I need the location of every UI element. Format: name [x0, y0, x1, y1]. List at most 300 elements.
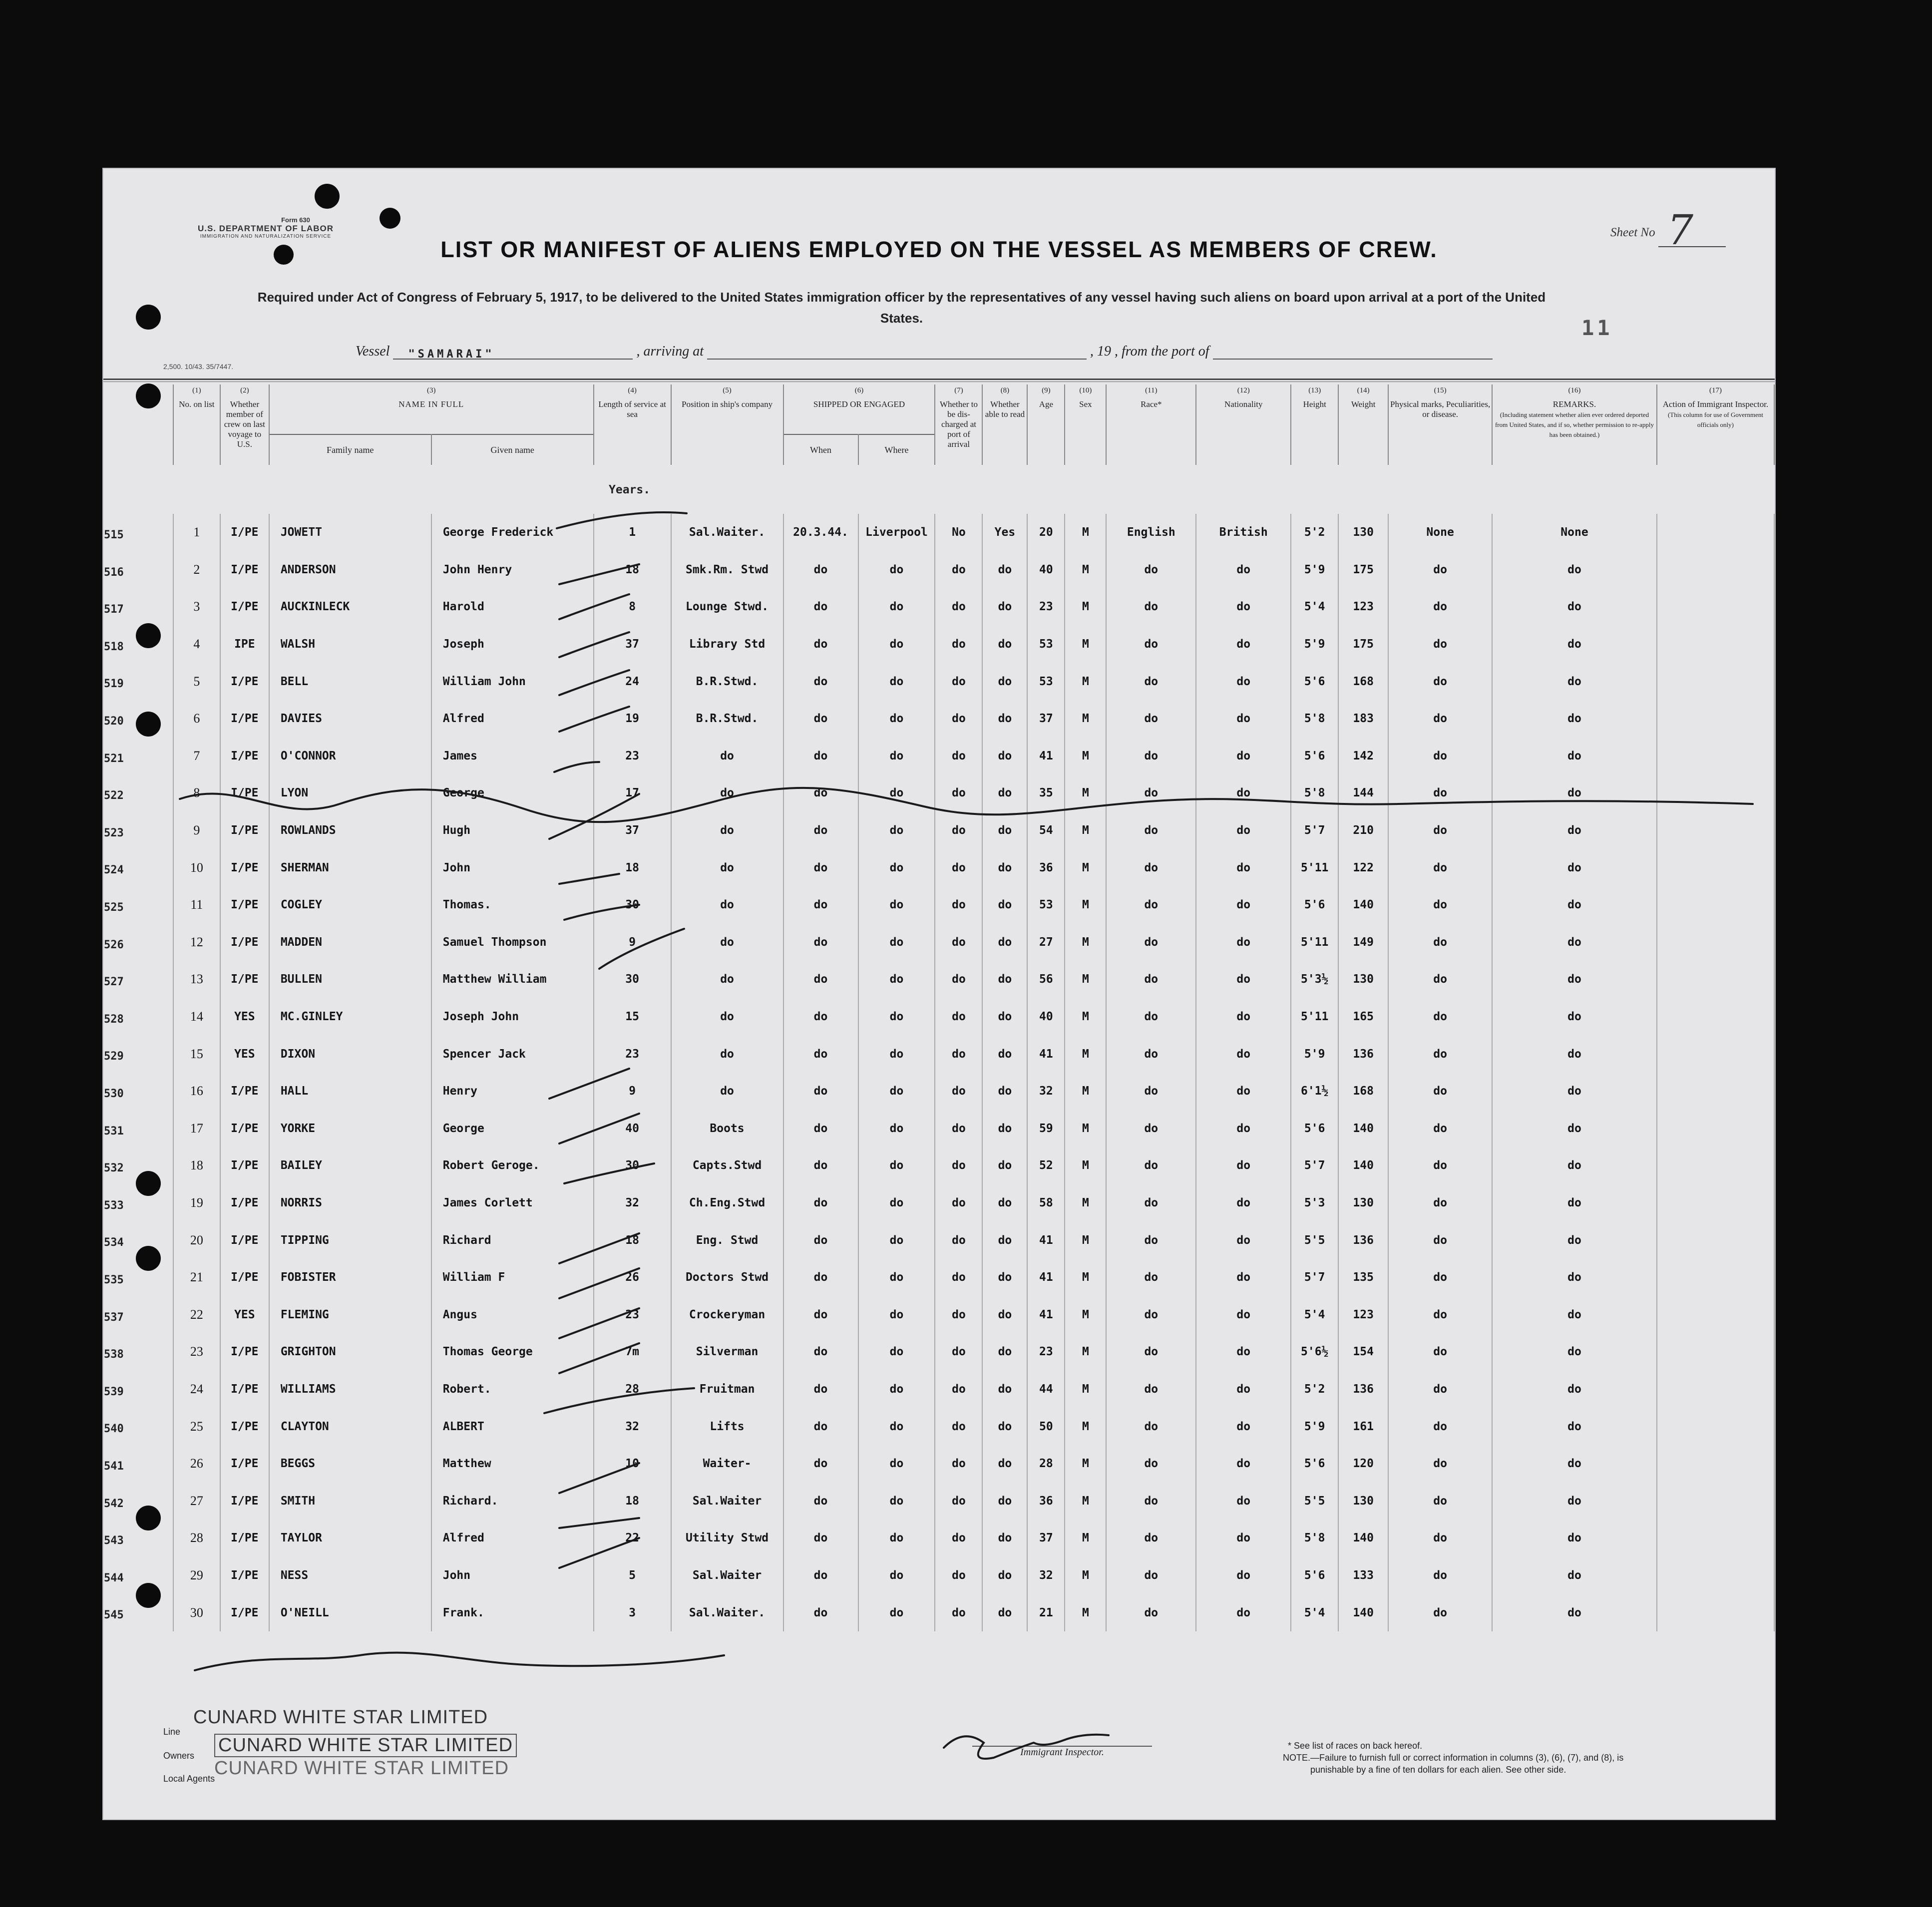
nationality-cell: do [1196, 1221, 1291, 1259]
margin-reference-number: 516 [104, 566, 124, 579]
table-row [103, 1221, 1774, 1259]
physical-marks-cell: do [1388, 998, 1492, 1036]
height-cell: 5'5 [1291, 1221, 1338, 1259]
manifest-sheet [102, 168, 1776, 1820]
given-name-cell: Henry [431, 1073, 594, 1110]
to-be-discharged-cell: do [935, 1035, 982, 1073]
height-cell: 5'4 [1291, 588, 1338, 626]
family-name-cell: FLEMING [269, 1296, 431, 1333]
age-cell: 53 [1027, 626, 1065, 663]
height-cell: 5'3 [1291, 1184, 1338, 1222]
family-name-cell: AUCKINLECK [269, 588, 431, 626]
remarks-cell: do [1492, 1333, 1657, 1371]
position-cell: Silverman [671, 1333, 783, 1371]
shipped-where-cell: do [858, 1073, 935, 1110]
physical-marks-cell: do [1388, 700, 1492, 738]
remarks-cell: do [1492, 774, 1657, 812]
physical-marks-cell: do [1388, 1259, 1492, 1296]
inspector-action-cell [1657, 626, 1774, 663]
remarks-cell: do [1492, 961, 1657, 998]
given-name-cell: James Corlett [431, 1184, 594, 1222]
shipped-where-cell: do [858, 849, 935, 886]
previous-voyage-cell: I/PE [220, 1445, 269, 1483]
weight-cell: 175 [1338, 626, 1388, 663]
height-cell: 5'8 [1291, 774, 1338, 812]
race-cell: do [1106, 849, 1196, 886]
nationality-cell: do [1196, 1073, 1291, 1110]
from-label: , from the port of [1115, 344, 1209, 359]
nationality-cell: do [1196, 1296, 1291, 1333]
inspector-action-cell [1657, 738, 1774, 775]
shipped-where-cell: do [858, 663, 935, 700]
shipped-where-cell: do [858, 1184, 935, 1222]
margin-reference-number: 518 [104, 640, 124, 653]
length-of-service-cell: 28 [594, 1371, 671, 1408]
age-cell: 56 [1027, 961, 1065, 998]
height-cell: 5'11 [1291, 924, 1338, 961]
able-to-read-cell: do [982, 886, 1027, 924]
shipped-where-cell: do [858, 738, 935, 775]
race-cell: do [1106, 812, 1196, 849]
nationality-cell: do [1196, 886, 1291, 924]
age-cell: 53 [1027, 663, 1065, 700]
row-number-cell: 6 [173, 700, 220, 738]
able-to-read-cell: do [982, 924, 1027, 961]
to-be-discharged-cell: do [935, 1482, 982, 1520]
to-be-discharged-cell: do [935, 1520, 982, 1557]
punch-hole [274, 245, 294, 265]
given-name-cell: Matthew [431, 1445, 594, 1483]
margin-reference-number: 528 [104, 1013, 124, 1026]
table-row [103, 1557, 1774, 1594]
shipped-when-cell: do [783, 812, 858, 849]
row-number-cell: 27 [173, 1482, 220, 1520]
able-to-read-cell: do [982, 1221, 1027, 1259]
position-cell: do [671, 812, 783, 849]
shipped-where-cell: do [858, 1371, 935, 1408]
shipped-where-cell: do [858, 1520, 935, 1557]
sex-cell: M [1065, 738, 1106, 775]
previous-voyage-cell: I/PE [220, 1221, 269, 1259]
position-cell: do [671, 1035, 783, 1073]
remarks-cell: do [1492, 1296, 1657, 1333]
position-cell: Library Std [671, 626, 783, 663]
race-cell: do [1106, 1035, 1196, 1073]
given-name-cell: William F [431, 1259, 594, 1296]
weight-cell: 130 [1338, 514, 1388, 551]
previous-voyage-cell: YES [220, 1035, 269, 1073]
physical-marks-cell: do [1388, 1408, 1492, 1445]
to-be-discharged-cell: do [935, 1147, 982, 1184]
given-name-cell: George [431, 1110, 594, 1147]
physical-marks-cell: do [1388, 626, 1492, 663]
to-be-discharged-cell: do [935, 1110, 982, 1147]
height-cell: 5'4 [1291, 1296, 1338, 1333]
sex-cell: M [1065, 812, 1106, 849]
remarks-cell: do [1492, 738, 1657, 775]
able-to-read-cell: do [982, 663, 1027, 700]
sex-cell: M [1065, 849, 1106, 886]
position-cell: Capts.Stwd [671, 1147, 783, 1184]
position-cell: do [671, 849, 783, 886]
able-to-read-cell: do [982, 1296, 1027, 1333]
sex-cell: M [1065, 886, 1106, 924]
age-cell: 40 [1027, 998, 1065, 1036]
physical-marks-cell: do [1388, 1073, 1492, 1110]
from-port-field [1213, 346, 1493, 360]
to-be-discharged-cell: do [935, 1184, 982, 1222]
given-name-cell: Matthew William [431, 961, 594, 998]
row-number-cell: 25 [173, 1408, 220, 1445]
to-be-discharged-cell: do [935, 1221, 982, 1259]
sex-cell: M [1065, 1184, 1106, 1222]
age-cell: 41 [1027, 1221, 1065, 1259]
previous-voyage-cell: I/PE [220, 588, 269, 626]
inspector-action-cell [1657, 812, 1774, 849]
inspector-action-cell [1657, 1482, 1774, 1520]
given-name-cell: Hugh [431, 812, 594, 849]
shipped-where-cell: do [858, 961, 935, 998]
table-row [103, 1333, 1774, 1371]
table-row [103, 1147, 1774, 1184]
weight-cell: 144 [1338, 774, 1388, 812]
able-to-read-cell: do [982, 626, 1027, 663]
physical-marks-cell: do [1388, 849, 1492, 886]
family-name-cell: HALL [269, 1073, 431, 1110]
inspector-action-cell [1657, 1520, 1774, 1557]
remarks-cell: do [1492, 626, 1657, 663]
age-cell: 23 [1027, 588, 1065, 626]
remarks-cell: do [1492, 700, 1657, 738]
shipped-where-cell: do [858, 1557, 935, 1594]
sex-cell: M [1065, 551, 1106, 589]
given-name-cell: Spencer Jack [431, 1035, 594, 1073]
race-cell: do [1106, 1147, 1196, 1184]
punch-hole [136, 1246, 161, 1271]
length-of-service-cell: 23 [594, 738, 671, 775]
weight-cell: 140 [1338, 1110, 1388, 1147]
shipped-where-cell: do [858, 1408, 935, 1445]
to-be-discharged-cell: do [935, 1296, 982, 1333]
row-number-cell: 20 [173, 1221, 220, 1259]
table-row [103, 663, 1774, 700]
punch-hole [136, 383, 161, 408]
nationality-cell: do [1196, 849, 1291, 886]
previous-voyage-cell: YES [220, 1296, 269, 1333]
nationality-cell: do [1196, 1147, 1291, 1184]
length-of-service-cell: 18 [594, 1482, 671, 1520]
margin-reference-number: 537 [104, 1311, 124, 1324]
able-to-read-cell: do [982, 588, 1027, 626]
margin-reference-number: 533 [104, 1199, 124, 1212]
physical-marks-cell: do [1388, 812, 1492, 849]
vessel-label: Vessel [356, 344, 390, 359]
weight-cell: 140 [1338, 886, 1388, 924]
age-cell: 20 [1027, 514, 1065, 551]
age-cell: 32 [1027, 1557, 1065, 1594]
able-to-read-cell: do [982, 700, 1027, 738]
col-header-race: (11) Race* [1106, 384, 1196, 465]
family-name-cell: CLAYTON [269, 1408, 431, 1445]
to-be-discharged-cell: No [935, 514, 982, 551]
form-number: Form 630 [281, 216, 310, 224]
row-number-cell: 18 [173, 1147, 220, 1184]
race-cell: do [1106, 1184, 1196, 1222]
inspector-action-cell [1657, 1110, 1774, 1147]
inspector-action-cell [1657, 1445, 1774, 1483]
table-row [103, 849, 1774, 886]
to-be-discharged-cell: do [935, 738, 982, 775]
sex-cell: M [1065, 1035, 1106, 1073]
previous-voyage-cell: I/PE [220, 812, 269, 849]
previous-voyage-cell: I/PE [220, 1371, 269, 1408]
punch-hole [315, 184, 340, 209]
length-of-service-cell: 26 [594, 1259, 671, 1296]
sex-cell: M [1065, 924, 1106, 961]
weight-cell: 183 [1338, 700, 1388, 738]
remarks-cell: do [1492, 1184, 1657, 1222]
race-cell: do [1106, 1482, 1196, 1520]
given-name-cell: ALBERT [431, 1408, 594, 1445]
previous-voyage-cell: I/PE [220, 1594, 269, 1631]
shipped-when-cell: do [783, 1371, 858, 1408]
punch-hole [136, 623, 161, 648]
length-of-service-cell: 18 [594, 551, 671, 589]
shipped-where-cell: do [858, 551, 935, 589]
row-number-cell: 8 [173, 774, 220, 812]
length-of-service-cell: 40 [594, 1110, 671, 1147]
margin-reference-number: 544 [104, 1571, 124, 1584]
position-cell: Boots [671, 1110, 783, 1147]
remarks-cell: do [1492, 1371, 1657, 1408]
department-name: U.S. DEPARTMENT OF LABOR [197, 224, 334, 233]
row-number-cell: 11 [173, 886, 220, 924]
shipped-when-cell: do [783, 886, 858, 924]
family-name-cell: COGLEY [269, 886, 431, 924]
sex-cell: M [1065, 774, 1106, 812]
margin-reference-number: 538 [104, 1348, 124, 1361]
margin-reference-number: 545 [104, 1609, 124, 1622]
margin-reference-number: 543 [104, 1534, 124, 1547]
length-of-service-cell: 17 [594, 774, 671, 812]
able-to-read-cell: do [982, 1408, 1027, 1445]
remarks-cell: do [1492, 1073, 1657, 1110]
row-number-cell: 1 [173, 514, 220, 551]
remarks-cell: do [1492, 663, 1657, 700]
col-header-name: (3) NAME IN FULL [269, 384, 594, 434]
family-name-cell: O'NEILL [269, 1594, 431, 1631]
row-number-cell: 10 [173, 849, 220, 886]
row-number-cell: 29 [173, 1557, 220, 1594]
height-cell: 5'11 [1291, 998, 1338, 1036]
height-cell: 5'9 [1291, 551, 1338, 589]
height-cell: 5'4 [1291, 1594, 1338, 1631]
remarks-cell: do [1492, 1147, 1657, 1184]
race-cell: do [1106, 924, 1196, 961]
shipped-when-cell: 20.3.44. [783, 514, 858, 551]
row-number-cell: 19 [173, 1184, 220, 1222]
nationality-cell: do [1196, 1445, 1291, 1483]
physical-marks-cell: do [1388, 738, 1492, 775]
length-of-service-cell: 9 [594, 924, 671, 961]
to-be-discharged-cell: do [935, 700, 982, 738]
race-cell: do [1106, 1445, 1196, 1483]
race-cell: do [1106, 1110, 1196, 1147]
weight-cell: 154 [1338, 1333, 1388, 1371]
race-cell: do [1106, 1557, 1196, 1594]
previous-voyage-cell: I/PE [220, 1147, 269, 1184]
crew-manifest-table [103, 384, 1775, 1631]
nationality-cell: do [1196, 1259, 1291, 1296]
nationality-cell: do [1196, 1333, 1291, 1371]
previous-voyage-cell: I/PE [220, 1184, 269, 1222]
previous-voyage-cell: I/PE [220, 849, 269, 886]
margin-reference-number: 521 [104, 752, 124, 765]
sheet-number-label: Sheet No [1610, 226, 1655, 239]
able-to-read-cell: do [982, 961, 1027, 998]
to-be-discharged-cell: do [935, 812, 982, 849]
table-row [103, 1408, 1774, 1445]
table-row [103, 924, 1774, 961]
margin-reference-number: 522 [104, 789, 124, 802]
table-row [103, 1110, 1774, 1147]
shipped-when-cell: do [783, 1221, 858, 1259]
remarks-cell: do [1492, 1259, 1657, 1296]
age-cell: 32 [1027, 1073, 1065, 1110]
shipped-when-cell: do [783, 849, 858, 886]
position-cell: do [671, 1073, 783, 1110]
length-of-service-cell: 9 [594, 1073, 671, 1110]
family-name-cell: O'CONNOR [269, 738, 431, 775]
col-header-nationality: (12) Nationality [1196, 384, 1291, 465]
row-number-cell: 24 [173, 1371, 220, 1408]
given-name-cell: Alfred [431, 1520, 594, 1557]
sex-cell: M [1065, 1482, 1106, 1520]
shipped-where-cell: do [858, 1221, 935, 1259]
able-to-read-cell: do [982, 1557, 1027, 1594]
age-cell: 44 [1027, 1371, 1065, 1408]
sex-cell: M [1065, 1073, 1106, 1110]
position-cell: do [671, 886, 783, 924]
shipped-when-cell: do [783, 961, 858, 998]
race-cell: do [1106, 1073, 1196, 1110]
family-name-cell: YORKE [269, 1110, 431, 1147]
given-name-cell: George [431, 774, 594, 812]
inspector-action-cell [1657, 588, 1774, 626]
col-header-inspector: (17) Action of Immigrant Inspector. (This column for use of Government officials only) [1657, 384, 1774, 465]
height-cell: 5'8 [1291, 700, 1338, 738]
note-fine: NOTE.—Failure to furnish full or correct information in columns (3), (6), (7), and (8), is [1283, 1753, 1624, 1763]
family-name-cell: ROWLANDS [269, 812, 431, 849]
inspector-action-cell [1657, 700, 1774, 738]
position-cell: do [671, 998, 783, 1036]
age-cell: 58 [1027, 1184, 1065, 1222]
given-name-cell: Robert. [431, 1371, 594, 1408]
physical-marks-cell: do [1388, 1482, 1492, 1520]
position-cell: do [671, 961, 783, 998]
age-cell: 21 [1027, 1594, 1065, 1631]
inspector-action-cell [1657, 1221, 1774, 1259]
sex-cell: M [1065, 588, 1106, 626]
sex-cell: M [1065, 998, 1106, 1036]
table-row [103, 961, 1774, 998]
shipped-where-cell: do [858, 1482, 935, 1520]
shipped-where-cell: do [858, 626, 935, 663]
sex-cell: M [1065, 626, 1106, 663]
age-cell: 36 [1027, 1482, 1065, 1520]
given-name-cell: Thomas George [431, 1333, 594, 1371]
inspector-action-cell [1657, 1333, 1774, 1371]
margin-reference-number: 527 [104, 976, 124, 989]
able-to-read-cell: do [982, 1482, 1027, 1520]
weight-cell: 165 [1338, 998, 1388, 1036]
inspector-action-cell [1657, 1371, 1774, 1408]
shipped-when-cell: do [783, 551, 858, 589]
weight-cell: 140 [1338, 1520, 1388, 1557]
length-of-service-cell: 7m [594, 1333, 671, 1371]
length-of-service-cell: 18 [594, 849, 671, 886]
position-cell: B.R.Stwd. [671, 700, 783, 738]
family-name-cell: NORRIS [269, 1184, 431, 1222]
shipped-when-cell: do [783, 1110, 858, 1147]
sex-cell: M [1065, 1445, 1106, 1483]
weight-cell: 168 [1338, 1073, 1388, 1110]
shipped-where-cell: Liverpool [858, 514, 935, 551]
given-name-cell: William John [431, 663, 594, 700]
age-cell: 41 [1027, 1035, 1065, 1073]
vessel-line [356, 344, 1493, 360]
nationality-cell: do [1196, 1594, 1291, 1631]
family-name-cell: BAILEY [269, 1147, 431, 1184]
table-row [103, 1035, 1774, 1073]
position-cell: do [671, 738, 783, 775]
position-cell: Ch.Eng.Stwd [671, 1184, 783, 1222]
length-of-service-cell: 23 [594, 1296, 671, 1333]
margin-reference-number: 515 [104, 529, 124, 541]
height-cell: 5'3½ [1291, 961, 1338, 998]
position-cell: do [671, 924, 783, 961]
col-header-where: Where [858, 434, 935, 465]
remarks-cell: do [1492, 886, 1657, 924]
stamped-number: 11 [1581, 316, 1613, 340]
previous-voyage-cell: YES [220, 998, 269, 1036]
remarks-cell: do [1492, 1221, 1657, 1259]
inspector-action-cell [1657, 1035, 1774, 1073]
weight-cell: 140 [1338, 1594, 1388, 1631]
punch-hole [380, 208, 400, 229]
previous-voyage-cell: I/PE [220, 1110, 269, 1147]
previous-voyage-cell: I/PE [220, 700, 269, 738]
race-cell: do [1106, 961, 1196, 998]
family-name-cell: SMITH [269, 1482, 431, 1520]
inspector-action-cell [1657, 1184, 1774, 1222]
col-header-position: (5) Position in ship's company [671, 384, 783, 465]
age-cell: 59 [1027, 1110, 1065, 1147]
given-name-cell: Joseph John [431, 998, 594, 1036]
able-to-read-cell: do [982, 1445, 1027, 1483]
inspector-action-cell [1657, 663, 1774, 700]
remarks-cell: do [1492, 1445, 1657, 1483]
margin-reference-number: 523 [104, 826, 124, 839]
physical-marks-cell: do [1388, 886, 1492, 924]
physical-marks-cell: do [1388, 961, 1492, 998]
position-cell: Sal.Waiter. [671, 514, 783, 551]
to-be-discharged-cell: do [935, 1408, 982, 1445]
previous-voyage-cell: I/PE [220, 924, 269, 961]
margin-reference-number: 532 [104, 1162, 124, 1175]
row-number-cell: 14 [173, 998, 220, 1036]
given-name-cell: Angus [431, 1296, 594, 1333]
